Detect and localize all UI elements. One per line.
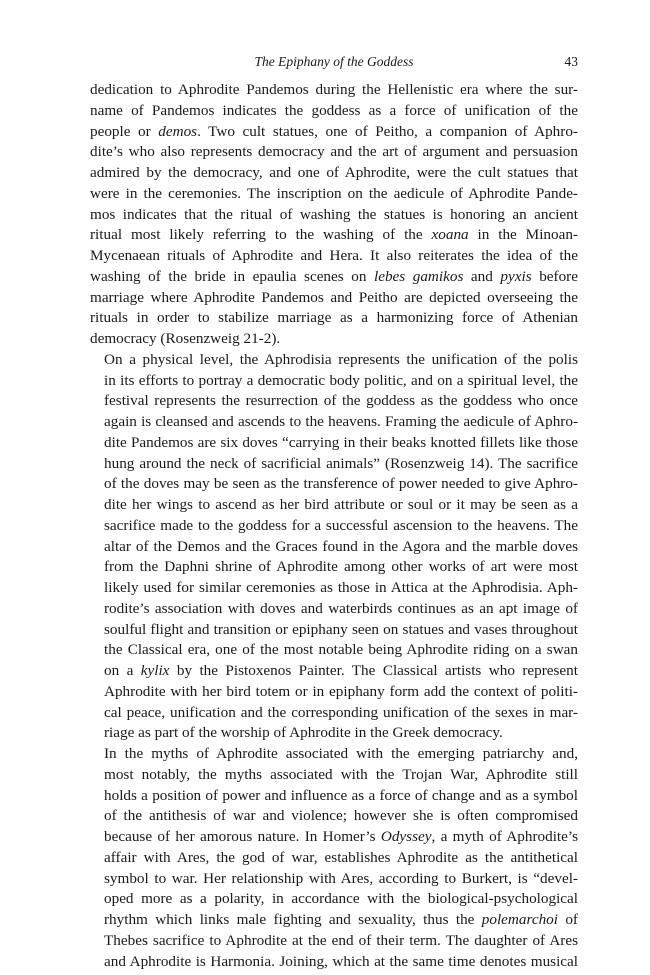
text-run: in its efforts to portray a democratic body politic, and on a spiritual level, the <box>104 371 578 389</box>
text-line <box>90 184 578 205</box>
text-run: , a myth of Aphrodite’s <box>431 828 578 845</box>
text-line <box>90 952 578 973</box>
text-line <box>90 599 578 620</box>
running-header <box>90 50 578 72</box>
text-run: . Two cult statues, one of Peitho, a companion of Aphro- <box>197 122 578 140</box>
text-line <box>90 495 578 516</box>
text-run: hung around the neck of sacrificial animals” (Rosenzweig 14). The sacrifice <box>104 454 578 472</box>
italic-term: lebes gamikos <box>373 267 464 285</box>
text-line <box>90 433 578 454</box>
text-run: sacrifice made to the goddess for a successful ascension to the heavens. The <box>104 516 578 534</box>
text-run: name of Pandemos indicates the goddess as a force of unification of the <box>90 101 578 119</box>
text-run: on a <box>104 662 141 679</box>
text-run: affair with Ares, the god of war, establishes Aphrodite as the antithetical <box>104 848 578 866</box>
text-line <box>90 329 578 350</box>
text-line <box>90 765 578 786</box>
text-line <box>90 288 578 309</box>
text-run: ritual most likely referring to the washing of the <box>90 226 432 244</box>
text-line <box>90 910 578 931</box>
text-line <box>90 889 578 910</box>
text-line <box>90 806 578 827</box>
paragraph <box>90 744 578 972</box>
text-run: most notably, the myths associated with the Trojan War, Aphrodite still <box>104 765 578 783</box>
text-run: people or <box>90 122 159 140</box>
text-run: of the doves may be seen as the transference of power needed to give Aphro- <box>104 475 578 493</box>
text-run: Aphrodite with her bird totem or in epiphany form add the context of politi- <box>104 682 578 700</box>
text-line <box>90 246 578 267</box>
text-run: in the Minoan- <box>468 226 578 244</box>
text-run: marriage where Aphrodite Pandemos and Peitho are depicted overseeing the <box>90 288 578 306</box>
text-run: altar of the Demos and the Graces found in the Agora and the marble doves <box>104 537 578 555</box>
text-line <box>90 703 578 724</box>
text-run: rhythm which links male fighting and sexuality, thus the <box>104 911 482 928</box>
text-run: festival represents the resurrection of the goddess as the goddess who once <box>104 392 578 410</box>
text-line <box>90 412 578 433</box>
text-line <box>90 371 578 392</box>
text-run: mos indicates that the ritual of washing the statues is honoring an ancient <box>90 205 578 223</box>
text-line <box>90 786 578 807</box>
text-line <box>90 122 578 143</box>
text-line <box>90 537 578 558</box>
italic-term: polemarchoi <box>481 911 558 928</box>
text-run: Thebes sacrifice to Aphrodite at the end of their term. The daughter of Ares <box>104 931 578 949</box>
text-run: washing of the bride in epaulia scenes on <box>90 267 374 285</box>
text-run: dite Pandemos are six doves “carrying in their beaks knotted fillets like those <box>104 433 578 451</box>
text-run: democracy (Rosenzweig 21-2). <box>90 330 281 347</box>
text-run: and Aphrodite is Harmonia. Joining, which at the same time denotes musical <box>104 952 578 970</box>
text-line <box>90 308 578 329</box>
text-line <box>90 350 578 371</box>
italic-term: xoana <box>431 226 469 244</box>
text-run: soulful flight and transition or epiphany seen on statues and vases throughout <box>104 620 578 638</box>
text-line <box>90 640 578 661</box>
text-run: riage as part of the worship of Aphrodite in the Greek democracy. <box>104 724 503 742</box>
text-line <box>90 163 578 184</box>
text-line <box>90 205 578 226</box>
text-run: because of her amorous nature. In Homer’s <box>104 828 381 845</box>
text-run: holds a position of power and influence as a force of change and as a symbol <box>104 786 578 804</box>
text-line <box>90 557 578 578</box>
text-line <box>90 723 578 744</box>
paragraph <box>90 80 578 350</box>
text-run: likely used for similar ceremonies as those in Attica at the Aphrodisia. Aph- <box>104 579 578 596</box>
text-run: symbol to war. Her relationship with Ares, according to Burkert, is “devel- <box>104 869 578 887</box>
text-line <box>90 225 578 246</box>
text-run: of the antithesis of war and violence; however she is often compromised <box>104 807 578 825</box>
italic-term: pyxis <box>500 267 532 285</box>
text-run: On a physical level, the Aphrodisia represents the unification of the polis <box>104 350 578 368</box>
italic-term: Odyssey <box>380 828 432 845</box>
text-line <box>90 931 578 952</box>
text-run: rodite’s association with doves and waterbirds continues as an apt image of <box>104 599 578 617</box>
text-run: and <box>463 267 501 285</box>
text-line <box>90 101 578 122</box>
text-line <box>90 661 578 682</box>
running-title: The Epiphany of the Goddess <box>254 54 414 69</box>
page-number: 43 <box>564 54 578 69</box>
text-line <box>90 267 578 288</box>
text-line <box>90 578 578 599</box>
text-line <box>90 516 578 537</box>
text-line <box>90 620 578 641</box>
text-run: were in the ceremonies. The inscription on the aedicule of Aphrodite Pande- <box>90 184 578 202</box>
text-line <box>90 80 578 101</box>
text-line <box>90 391 578 412</box>
paragraph <box>90 350 578 744</box>
text-run: the Classical era, one of the most notable being Aphrodite riding on a swan <box>104 641 578 659</box>
text-run: Mycenaean rituals of Aphrodite and Hera. It also reiterates the idea of the <box>90 247 578 264</box>
book-page <box>90 50 578 972</box>
text-run: admired by the democracy, and one of Aphrodite, were the cult statues that <box>90 164 578 181</box>
text-run: rituals in order to stabilize marriage as a harmonizing force of Athenian <box>90 309 578 327</box>
text-line <box>90 848 578 869</box>
text-run: dedication to Aphrodite Pandemos during the Hellenistic era where the sur- <box>90 81 578 98</box>
italic-term: kylix <box>140 662 170 679</box>
text-run: dite’s who also represents democracy and the art of argument and persuasion <box>90 143 578 161</box>
text-line <box>90 142 578 163</box>
text-run: cal peace, unification and the corresponding unification of the sexes in mar- <box>104 703 578 721</box>
text-run: by the Pistoxenos Painter. The Classical artists who represent <box>169 662 578 679</box>
text-line <box>90 827 578 848</box>
text-line <box>90 454 578 475</box>
text-line <box>90 744 578 765</box>
body-text <box>90 80 578 972</box>
italic-term: demos <box>158 122 198 140</box>
text-run: before <box>531 267 578 285</box>
text-line <box>90 682 578 703</box>
text-run: of <box>557 911 578 928</box>
text-run: In the myths of Aphrodite associated with the emerging patriarchy and, <box>104 745 578 762</box>
text-run: from the Daphni shrine of Aphrodite among other works of art were most <box>104 558 578 576</box>
text-run: dite her wings to ascend as her bird attribute or soul or it may be seen as a <box>104 496 578 513</box>
text-line <box>90 474 578 495</box>
text-line <box>90 869 578 890</box>
text-run: again is cleansed and ascends to the heavens. Framing the aedicule of Aphro- <box>104 413 578 430</box>
text-run: oped more as a polarity, in accordance with the biological-psychological <box>104 890 578 908</box>
